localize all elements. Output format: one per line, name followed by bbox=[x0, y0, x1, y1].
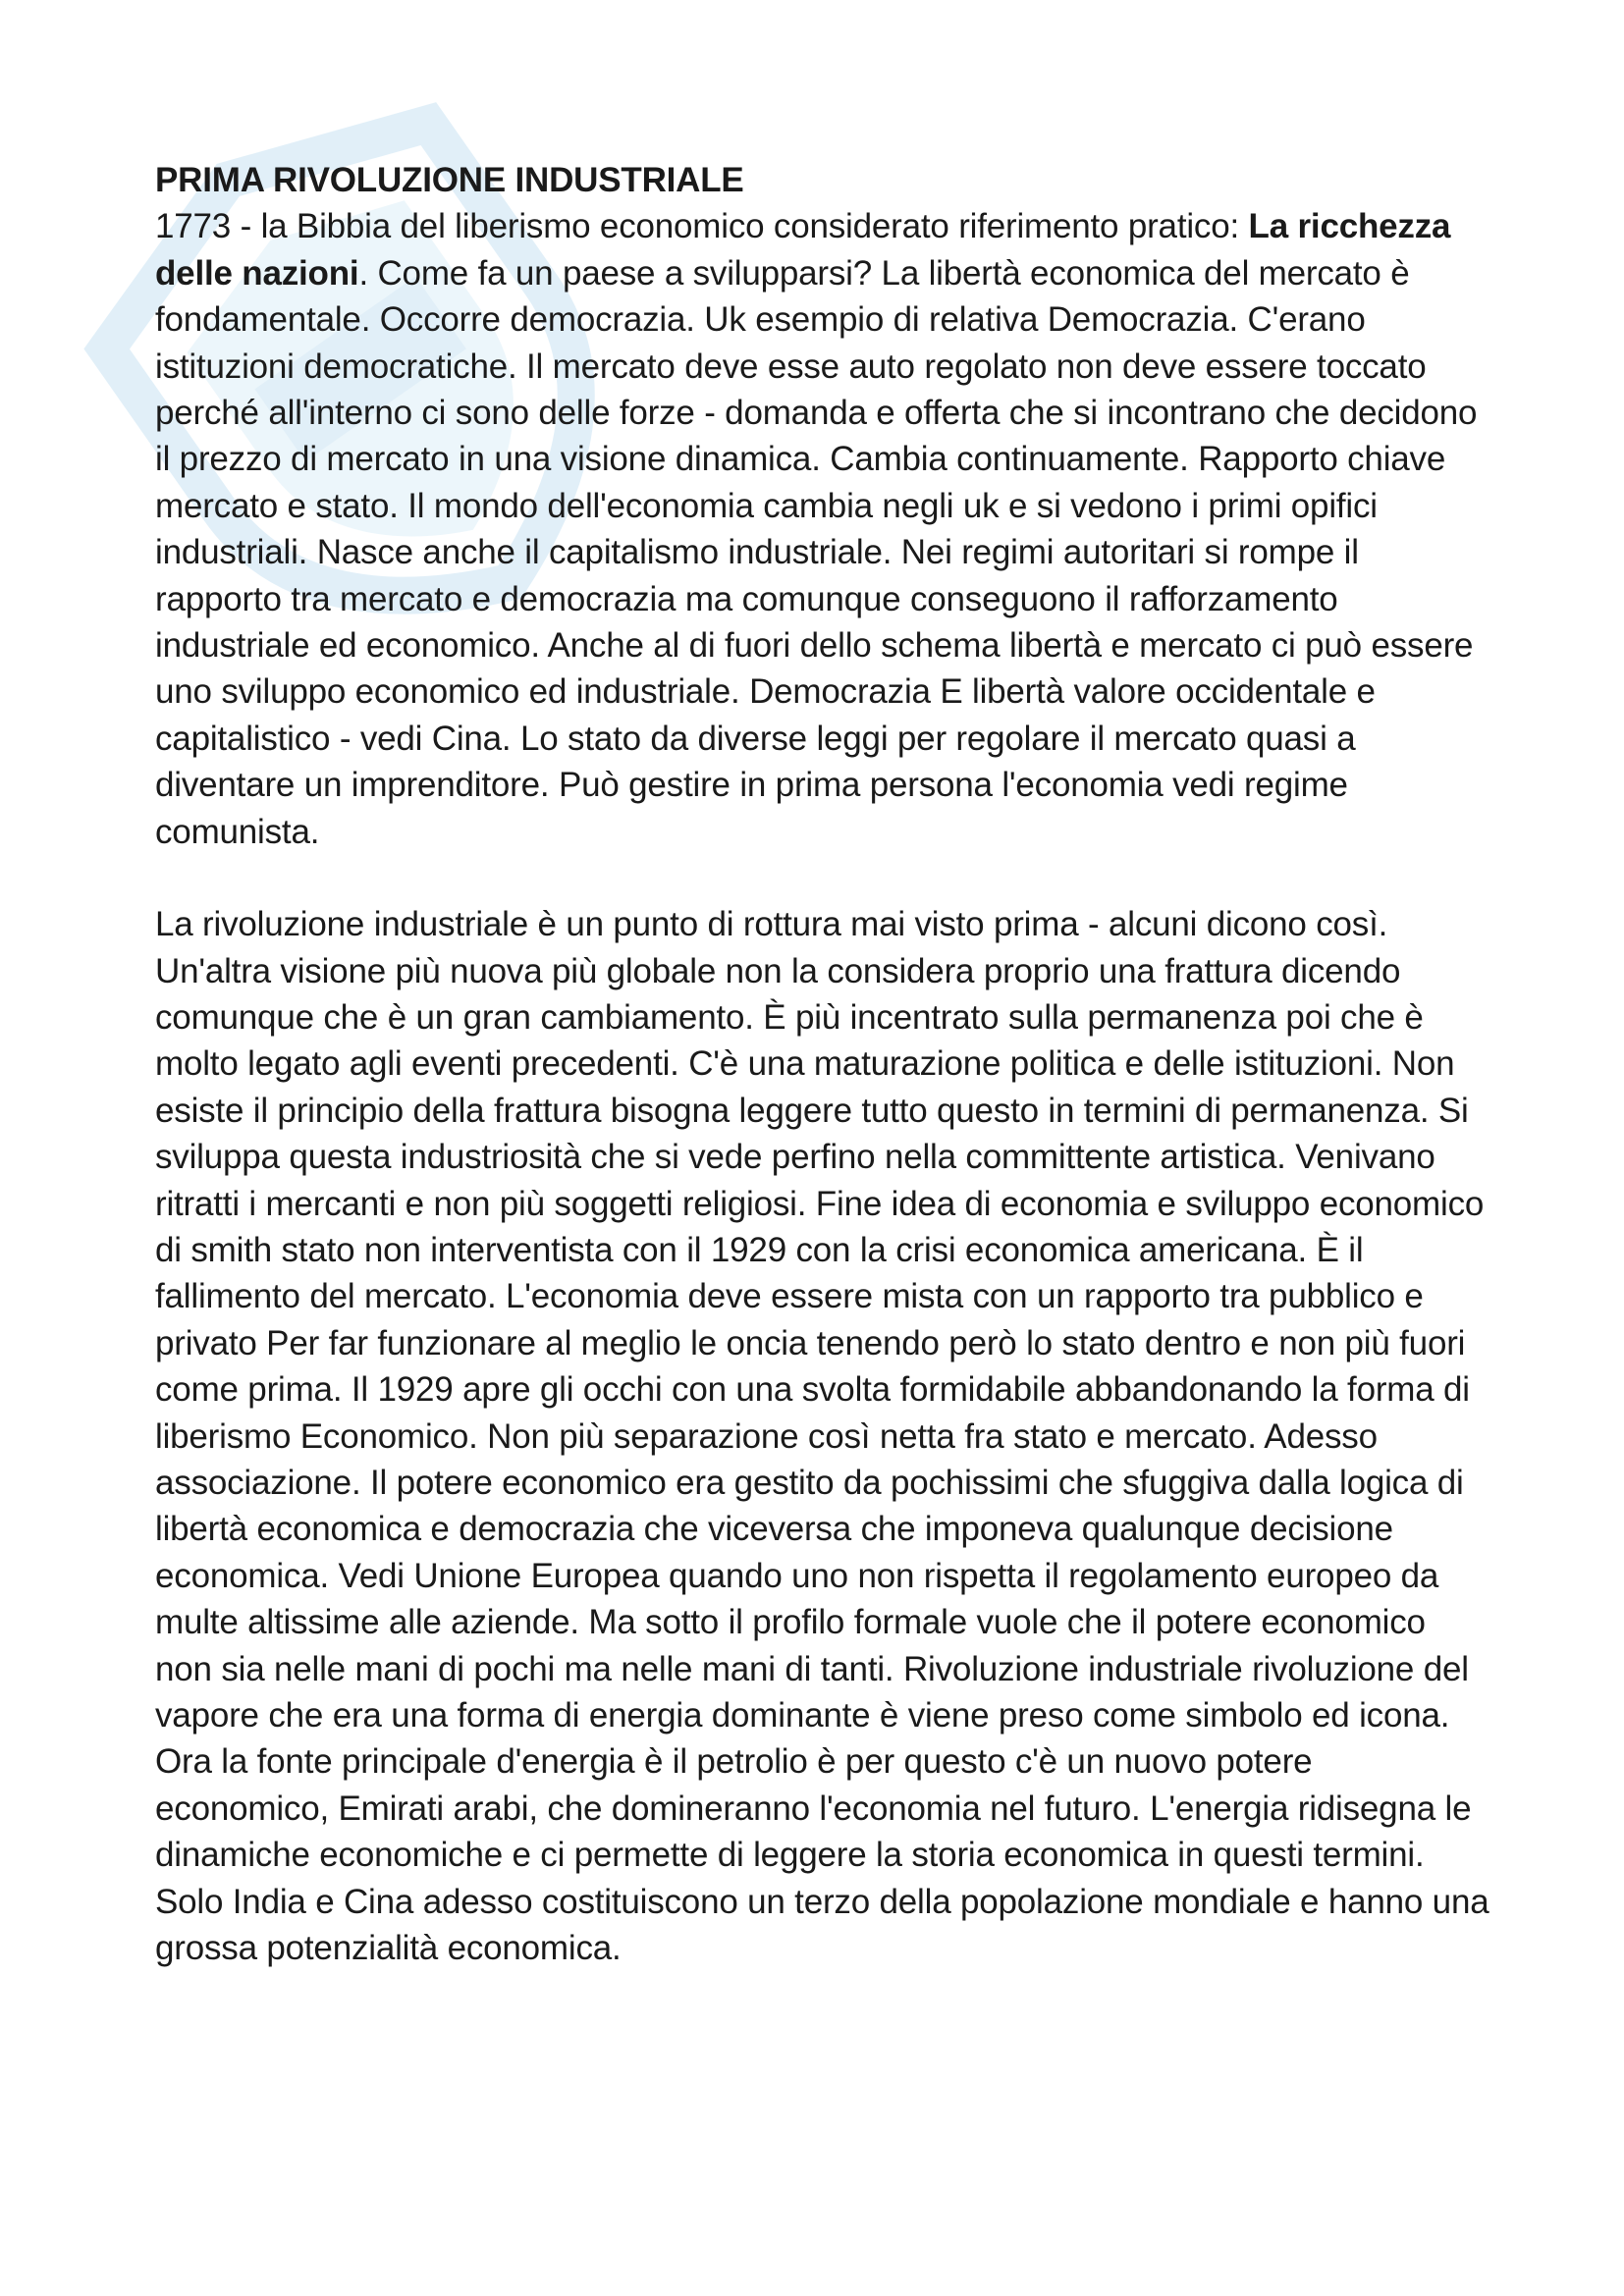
paragraph-2: La rivoluzione industriale è un punto di rottura mai visto prima - alcuni dicono così. Un'altra visione più nuova più globale non la considera proprio una frattura dicendo comunque che è un gran cambiamento. È più incentrato sulla permanenza poi che è molto legato agli eventi precedenti. C'è una maturazione politica e delle istituzioni. Non esiste il principio della frattura bisogna leggere tutto questo in termini di permanenza. Si sviluppa questa industriosità che si vede perfino nella committente artistica. Venivano ritratti i mercanti e non più soggetti religiosi. Fine idea di economia e sviluppo economico di smith stato non interventista con il 1929 con la crisi economica americana. È il fallimento del mercato. L'economia deve essere mista con un rapporto tra pubblico e privato Per far funzionare al meglio le oncia tenendo però lo stato dentro e non più fuori come prima. Il 1929 apre gli occhi con una svolta formidabile abbandonando la forma di liberismo Economico. Non più separazione così netta fra stato e mercato. Adesso associazione. Il potere economico era gestito da pochissimi che sfuggiva dalla logica di libertà economica e democrazia che viceversa che imponeva qualunque decisione economica. Vedi Unione Europea quando uno non rispetta il regolamento europeo da multe altissime alle aziende. Ma sotto il profilo formale vuole che il potere economico non sia nelle mani di pochi ma nelle mani di tanti. Rivoluzione industriale rivoluzione del vapore che era una forma di energia dominante è viene preso come simbolo ed icona. Ora la fonte principale d'energia è il petrolio è per questo c'è un nuovo potere economico, Emirati arabi, che domineranno l'economia nel futuro. L'energia ridisegna le dinamiche economiche e ci permette di leggere la storia economica in questi termini. Solo India e Cina adesso costituiscono un terzo della popolazione mondiale e hanno una grossa potenzialità economica. bbox=[155, 905, 1489, 1968]
paragraph-1-body: . Come fa un paese a svilupparsi? La libertà economica del mercato è fondamentale. Occorre democrazia. Uk esempio di relativa Democrazia. C'erano istituzioni democratiche. Il mercato deve esse auto regolato non deve essere toccato perché all'interno ci sono delle forze - domanda e offerta che si incontrano che decidono il prezzo di mercato in una visione dinamica. Cambia continuamente. Rapporto chiave mercato e stato. Il mondo dell'economia cambia negli uk e si vedono i primi opifici industriali. Nasce anche il capitalismo industriale. Nei regimi autoritari si rompe il rapporto tra mercato e democrazia ma comunque conseguono il rafforzamento industriale ed economico. Anche al di fuori dello schema libertà e mercato ci può essere uno sviluppo economico ed industriale. Democrazia E libertà valore occidentale e capitalistico - vedi Cina. Lo stato da diverse leggi per regolare il mercato quasi a diventare un imprenditore. Può gestire in prima persona l'economia vedi regime comunista. bbox=[155, 253, 1478, 851]
document-title: PRIMA RIVOLUZIONE INDUSTRIALE bbox=[155, 161, 744, 199]
book-title: La ricchezza delle nazioni bbox=[155, 207, 1451, 293]
paragraph-1 bbox=[155, 157, 1490, 855]
paragraph-1-intro: 1773 - la Bibbia del liberismo economico considerato riferimento pratico: bbox=[155, 207, 1249, 246]
document-page bbox=[155, 157, 1490, 1971]
